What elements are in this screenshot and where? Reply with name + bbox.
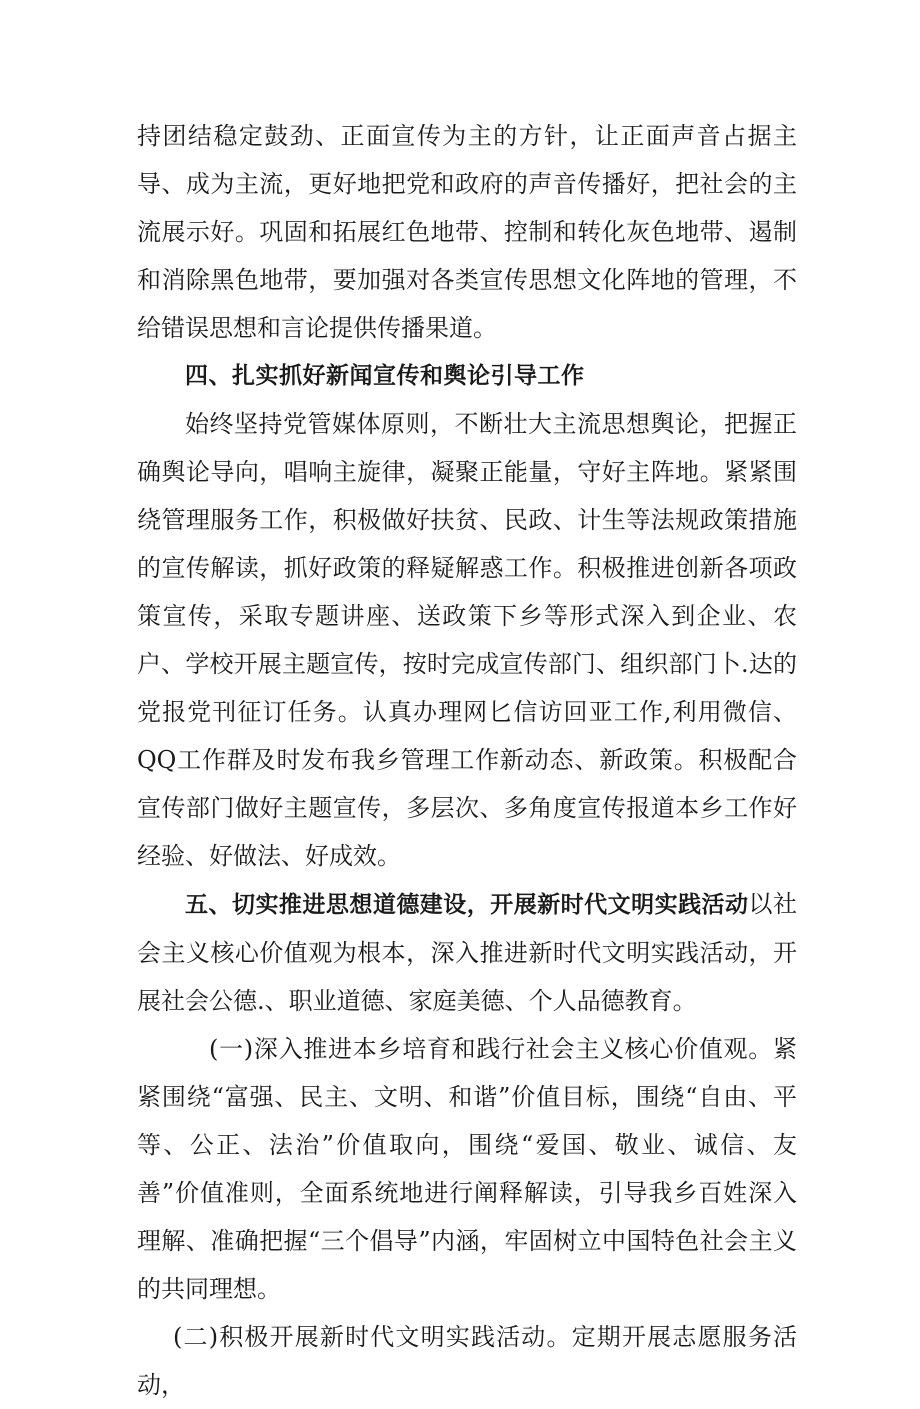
body-paragraph-4: (一)深入推进本乡培育和践行社会主义核心价值观。紧紧围绕“富强、民主、文明、和谐”价值目标，围绕“自由、平等、公正、法治”价值取向，围绕“爱国、敬业、诚信、友善”价值准则，全面系统地进行阐释解读，引导我乡百姓深入理解、准确把握“三个倡导”内涵，牢固树立中国特色社会主义的共同理想。 bbox=[137, 1035, 797, 1303]
body-paragraph-1: 持团结稳定鼓劲、正面宣传为主的方针，让正面声音占据主导、成为主流，更好地把党和政府的声音传播好，把社会的主流展示好。巩固和拓展红色地带、控制和转化灰色地带、遏制和消除黑色地带，要加强对各类宣传思想文化阵地的管理，不给错误思想和言论提供传播果道。 bbox=[137, 122, 797, 342]
body-paragraph-3-text: 以社会主义核心价值观为根本，深入推进新时代文明实践活动，开展社会公德.、职业道德、家庭美德、个人品德教育。 bbox=[137, 890, 798, 1015]
body-paragraph-5: (二)积极开展新时代文明实践活动。定期开展志愿服务活动， bbox=[137, 1323, 797, 1399]
body-paragraph-2: 始终坚持党管媒体原则，不断壮大主流思想舆论，把握正确舆论导向，唱响主旋律，凝聚正能量，守好主阵地。紧紧围绕管理服务工作，积极做好扶贫、民政、计生等法规政策措施的宣传解读，抓好政策的释疑解惑工作。积极推进创新各项政策宣传，采取专题讲座、送政策下乡等形式深入到企业、农户、学校开展主题宣传，按时完成宣传部门、组织部门卜.达的党报党刊征订任务。认真办理网匕信访回亚工作,利用微信、QQ工作群及时发布我乡管理工作新动态、新政策。积极配合宣传部门做好主题宣传，多层次、多角度宣传报道本乡工作好经验、好做法、好成效。 bbox=[137, 410, 797, 870]
body-paragraph-3 bbox=[137, 880, 797, 1025]
document-body bbox=[137, 112, 797, 1409]
section-heading-5: 五、切实推进思想道德建设，开展新时代文明实践活动 bbox=[185, 892, 749, 918]
section-heading-4: 四、扎实抓好新闻宣传和舆论引导工作 bbox=[185, 363, 585, 389]
